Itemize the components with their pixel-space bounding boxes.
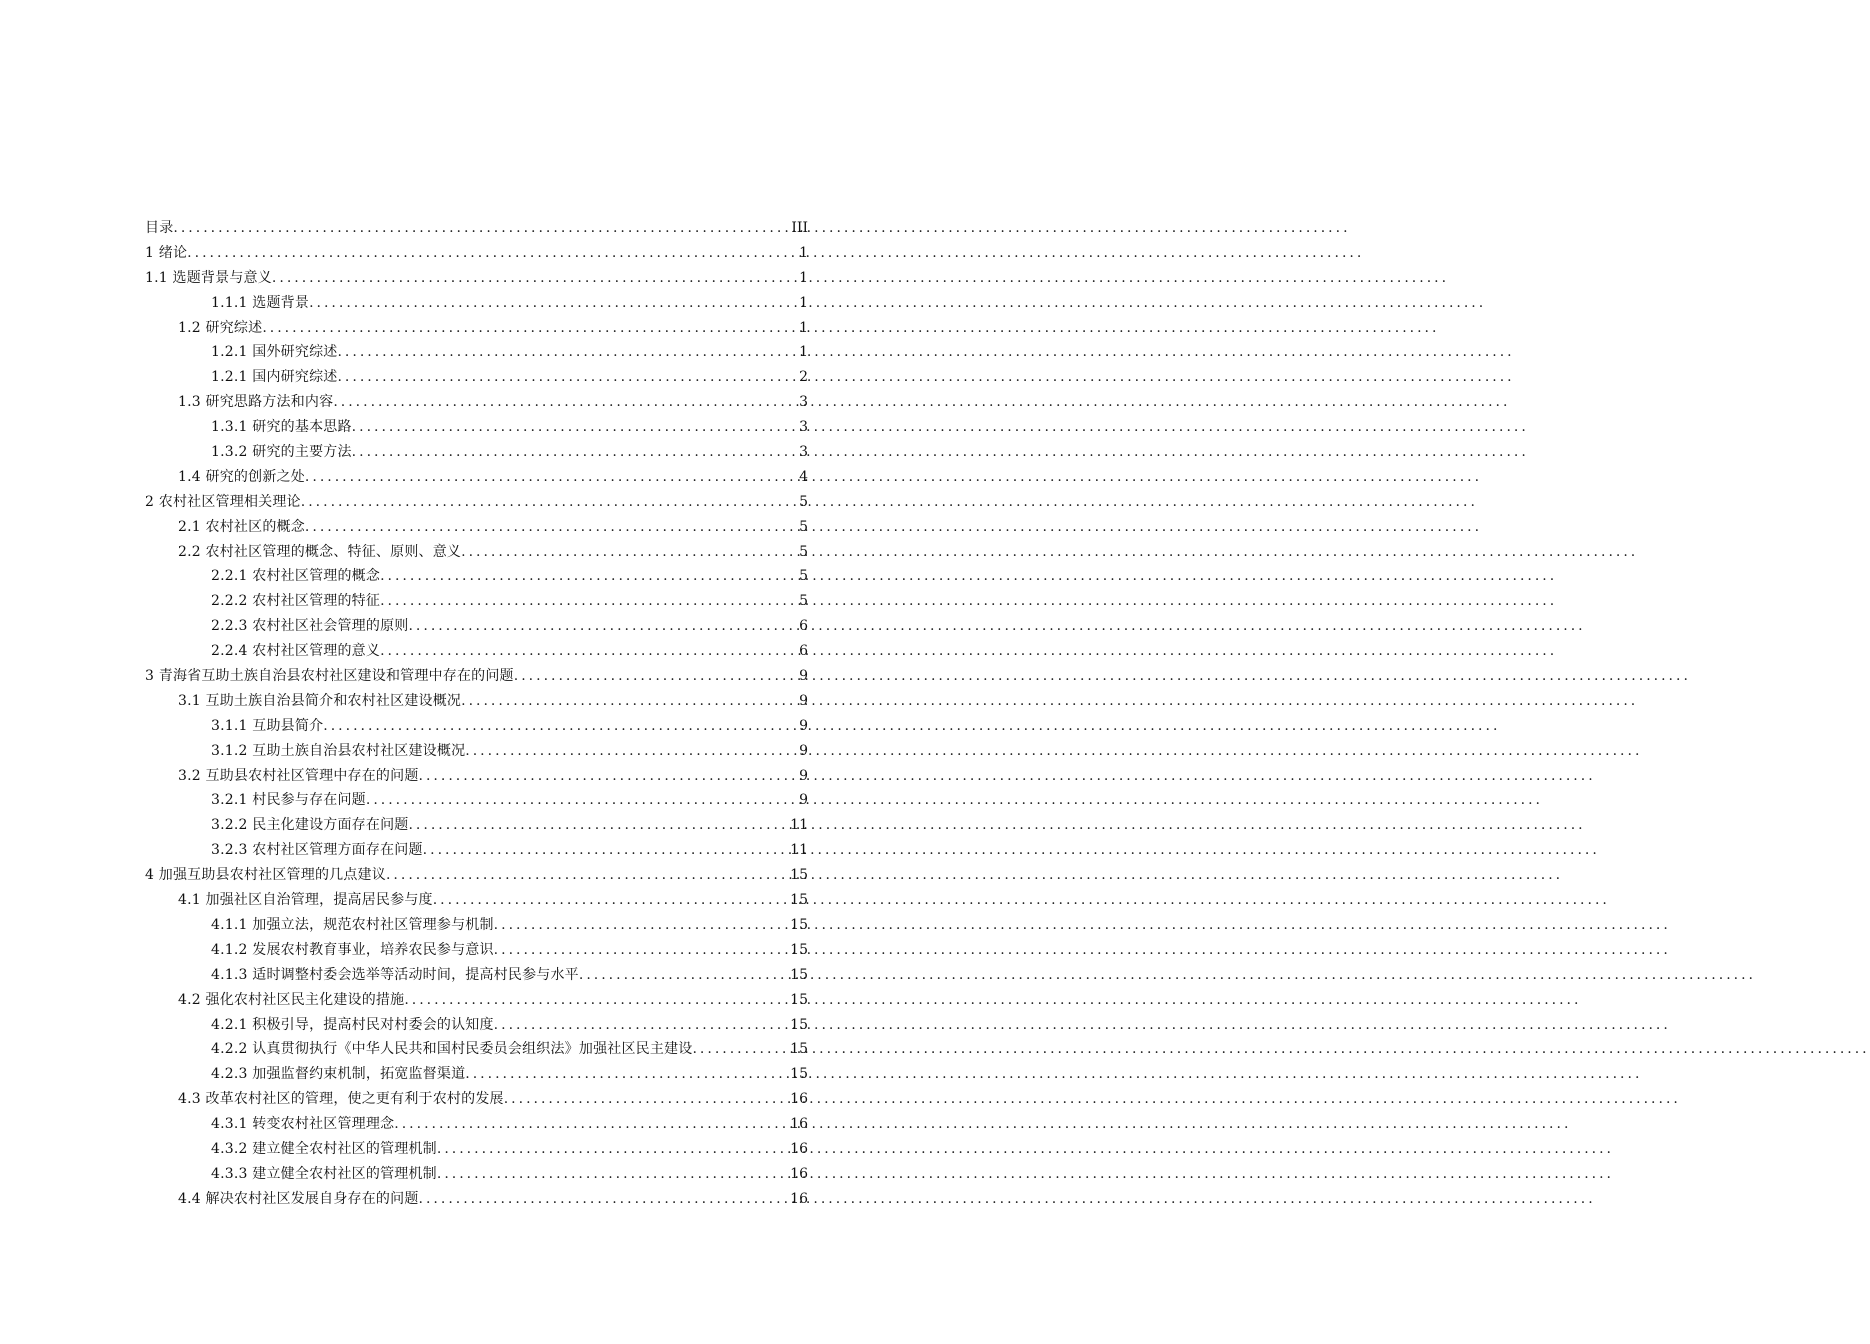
- toc-entry-title: 2.2.1 农村社区管理的概念: [211, 568, 381, 585]
- toc-entry-title: 2.2.2 农村社区管理的特征: [211, 593, 381, 610]
- toc-entry[interactable]: [145, 1112, 808, 1137]
- toc-entry-title: 3.2.2 民主化建设方面存在问题: [211, 817, 409, 834]
- toc-entry-title: 3.2 互助县农村社区管理中存在的问题: [178, 767, 419, 784]
- toc-entry[interactable]: [145, 863, 808, 888]
- toc-dot-leader: [465, 1062, 788, 1087]
- toc-entry-title: 3 青海省互助土族自治县农村社区建设和管理中存在的问题: [145, 668, 514, 685]
- toc-dot-leader: [514, 664, 797, 689]
- toc-entry[interactable]: [145, 1013, 808, 1038]
- toc-entry[interactable]: [145, 689, 808, 714]
- toc-entry-title: 1 绪论: [145, 244, 188, 261]
- toc-entry[interactable]: [145, 365, 808, 390]
- toc-dot-leader: [173, 216, 789, 241]
- toc-entry-page-number: 11: [790, 842, 808, 859]
- toc-dot-leader: [579, 963, 788, 988]
- toc-entry[interactable]: [145, 465, 808, 490]
- toc-dot-leader: [494, 938, 789, 963]
- toc-dot-leader: [423, 838, 789, 863]
- toc-entry[interactable]: [145, 340, 808, 365]
- toc-dot-leader: [380, 639, 797, 664]
- toc-dot-leader: [461, 689, 797, 714]
- toc-entry-page-number: 5: [799, 543, 808, 560]
- toc-dot-leader: [504, 1087, 788, 1112]
- toc-entry[interactable]: [145, 988, 808, 1013]
- toc-entry-title: 1.3.2 研究的主要方法: [211, 444, 352, 461]
- toc-entry-page-number: III: [791, 220, 808, 236]
- toc-entry-title: 4.3.3 建立健全农村社区的管理机制: [211, 1165, 437, 1182]
- toc-dot-leader: [323, 714, 797, 739]
- toc-entry[interactable]: [145, 1062, 808, 1087]
- table-of-contents: [145, 216, 808, 1212]
- toc-entry-title: 2 农村社区管理相关理论: [145, 493, 301, 510]
- toc-entry-title: 2.2.3 农村社区社会管理的原则: [211, 618, 409, 635]
- toc-dot-leader: [366, 788, 797, 813]
- toc-entry[interactable]: [145, 614, 808, 639]
- toc-entry-title: 4.2.3 加强监督约束机制，拓宽监督渠道: [211, 1066, 466, 1083]
- toc-entry-title: 1.1.1 选题背景: [211, 294, 310, 311]
- toc-entry-page-number: 11: [790, 817, 808, 834]
- toc-dot-leader: [494, 1013, 789, 1038]
- toc-dot-leader: [352, 415, 797, 440]
- toc-entry-page-number: 9: [799, 742, 808, 759]
- toc-entry-title: 2.2 农村社区管理的概念、特征、原则、意义: [178, 543, 462, 560]
- toc-entry-page-number: 15: [790, 966, 808, 983]
- toc-entry-page-number: 4: [799, 468, 808, 485]
- toc-dot-leader: [408, 813, 788, 838]
- toc-entry-page-number: 15: [790, 1066, 808, 1083]
- toc-entry-page-number: 1: [799, 344, 808, 361]
- toc-entry-title: 4.1.2 发展农村教育事业，培养农民参与意识: [211, 941, 494, 958]
- toc-entry[interactable]: [145, 316, 808, 341]
- toc-entry-title: 1.3.1 研究的基本思路: [211, 419, 352, 436]
- toc-entry-page-number: 2: [799, 369, 808, 386]
- toc-entry[interactable]: [145, 1037, 808, 1062]
- toc-entry-page-number: 3: [799, 394, 808, 411]
- toc-dot-leader: [419, 1187, 789, 1212]
- toc-entry[interactable]: [145, 415, 808, 440]
- toc-dot-leader: [433, 888, 788, 913]
- toc-dot-leader: [309, 291, 797, 316]
- toc-entry[interactable]: [145, 639, 808, 664]
- toc-entry-title: 1.2.1 国内研究综述: [211, 369, 338, 386]
- toc-entry[interactable]: [145, 564, 808, 589]
- toc-entry-page-number: 9: [799, 717, 808, 734]
- toc-entry-page-number: 16: [790, 1190, 808, 1207]
- toc-entry[interactable]: [145, 241, 808, 266]
- toc-dot-leader: [337, 340, 797, 365]
- toc-entry-title: 4 加强互助县农村社区管理的几点建议: [145, 867, 386, 884]
- toc-entry-page-number: 6: [799, 643, 808, 660]
- toc-entry[interactable]: [145, 1162, 808, 1187]
- toc-entry-page-number: 9: [799, 792, 808, 809]
- toc-dot-leader: [301, 490, 797, 515]
- toc-entry-title: 2.2.4 农村社区管理的意义: [211, 643, 381, 660]
- toc-dot-leader: [352, 440, 797, 465]
- toc-dot-leader: [692, 1037, 788, 1062]
- toc-entry[interactable]: [145, 390, 808, 415]
- toc-entry[interactable]: [145, 540, 808, 565]
- toc-dot-leader: [419, 764, 798, 789]
- toc-entry-title: 1.4 研究的创新之处: [178, 468, 305, 485]
- toc-entry-title: 4.3.1 转变农村社区管理理念: [211, 1116, 395, 1133]
- toc-entry-page-number: 1: [799, 319, 808, 336]
- toc-dot-leader: [461, 540, 797, 565]
- toc-entry-page-number: 15: [790, 867, 808, 884]
- toc-entry[interactable]: [145, 913, 808, 938]
- toc-entry[interactable]: [145, 589, 808, 614]
- toc-dot-leader: [305, 515, 797, 540]
- toc-dot-leader: [437, 1162, 788, 1187]
- toc-entry[interactable]: [145, 838, 808, 863]
- toc-dot-leader: [337, 365, 797, 390]
- toc-entry-page-number: 15: [790, 916, 808, 933]
- toc-entry[interactable]: [145, 888, 808, 913]
- toc-entry-page-number: 3: [799, 419, 808, 436]
- toc-dot-leader: [272, 266, 797, 291]
- toc-entry-title: 4.1.1 加强立法，规范农村社区管理参与机制: [211, 916, 494, 933]
- toc-entry-page-number: 16: [790, 1091, 808, 1108]
- toc-entry[interactable]: [145, 938, 808, 963]
- toc-entry[interactable]: [145, 813, 808, 838]
- toc-entry-title: 4.1 加强社区自治管理，提高居民参与度: [178, 892, 433, 909]
- toc-entry-title: 3.1.2 互助土族自治县农村社区建设概况: [211, 742, 466, 759]
- toc-entry-page-number: 5: [799, 493, 808, 510]
- toc-entry[interactable]: [145, 1087, 808, 1112]
- toc-dot-leader: [404, 988, 788, 1013]
- toc-entry-title: 3.2.1 村民参与存在问题: [211, 792, 366, 809]
- toc-entry-page-number: 15: [790, 1016, 808, 1033]
- toc-entry-title: 3.1 互助土族自治县简介和农村社区建设概况: [178, 692, 462, 709]
- toc-dot-leader: [386, 863, 788, 888]
- toc-entry-page-number: 3: [799, 444, 808, 461]
- toc-dot-leader: [305, 465, 797, 490]
- toc-entry[interactable]: [145, 216, 808, 241]
- toc-entry-page-number: 1: [799, 294, 808, 311]
- toc-entry-page-number: 1: [799, 244, 808, 261]
- toc-entry[interactable]: [145, 963, 808, 988]
- toc-entry-title: 目录: [145, 220, 174, 236]
- toc-dot-leader: [494, 913, 789, 938]
- toc-dot-leader: [437, 1137, 788, 1162]
- toc-entry[interactable]: [145, 291, 808, 316]
- toc-entry-title: 1.2 研究综述: [178, 319, 263, 336]
- toc-entry-title: 4.2.2 认真贯彻执行《中华人民共和国村民委员会组织法》加强社区民主建设: [211, 1041, 693, 1058]
- toc-entry-page-number: 6: [799, 618, 808, 635]
- toc-entry-title: 4.2 强化农村社区民主化建设的措施: [178, 991, 405, 1008]
- toc-entry-title: 3.1.1 互助县简介: [211, 717, 324, 734]
- toc-entry-title: 1.3 研究思路方法和内容: [178, 394, 334, 411]
- toc-entry[interactable]: [145, 764, 808, 789]
- toc-entry-title: 4.4 解决农村社区发展自身存在的问题: [178, 1190, 419, 1207]
- toc-entry-page-number: 5: [799, 518, 808, 535]
- toc-entry[interactable]: [145, 788, 808, 813]
- toc-entry-page-number: 1: [799, 269, 808, 286]
- toc-entry-title: 3.2.3 农村社区管理方面存在问题: [211, 842, 423, 859]
- toc-entry[interactable]: [145, 515, 808, 540]
- toc-dot-leader: [262, 316, 797, 341]
- toc-entry[interactable]: [145, 490, 808, 515]
- toc-dot-leader: [465, 739, 797, 764]
- toc-entry-title: 2.1 农村社区的概念: [178, 518, 305, 535]
- toc-dot-leader: [187, 241, 797, 266]
- toc-entry-page-number: 9: [799, 767, 808, 784]
- toc-entry[interactable]: [145, 714, 808, 739]
- toc-entry-title: 1.2.1 国外研究综述: [211, 344, 338, 361]
- toc-dot-leader: [380, 589, 797, 614]
- toc-entry-title: 4.1.3 适时调整村委会选举等活动时间，提高村民参与水平: [211, 966, 579, 983]
- toc-entry-page-number: 16: [790, 1140, 808, 1157]
- toc-entry-page-number: 16: [790, 1116, 808, 1133]
- toc-entry-page-number: 15: [790, 892, 808, 909]
- toc-dot-leader: [408, 614, 797, 639]
- toc-entry-page-number: 16: [790, 1165, 808, 1182]
- toc-entry-title: 1.1 选题背景与意义: [145, 269, 272, 286]
- toc-entry-title: 4.2.1 积极引导，提高村民对村委会的认知度: [211, 1016, 494, 1033]
- toc-entry[interactable]: [145, 1187, 808, 1212]
- toc-dot-leader: [380, 564, 797, 589]
- toc-entry-page-number: 9: [799, 692, 808, 709]
- toc-entry-page-number: 5: [799, 593, 808, 610]
- toc-entry[interactable]: [145, 739, 808, 764]
- toc-entry-page-number: 5: [799, 568, 808, 585]
- toc-entry-title: 4.3.2 建立健全农村社区的管理机制: [211, 1140, 437, 1157]
- toc-entry-page-number: 9: [799, 668, 808, 685]
- toc-dot-leader: [333, 390, 797, 415]
- toc-entry[interactable]: [145, 440, 808, 465]
- toc-entry-page-number: 15: [790, 941, 808, 958]
- toc-entry[interactable]: [145, 266, 808, 291]
- toc-entry-page-number: 15: [790, 1041, 808, 1058]
- toc-dot-leader: [394, 1112, 788, 1137]
- toc-entry[interactable]: [145, 664, 808, 689]
- toc-entry-title: 4.3 改革农村社区的管理，使之更有利于农村的发展: [178, 1091, 504, 1108]
- toc-entry-page-number: 15: [790, 991, 808, 1008]
- toc-entry[interactable]: [145, 1137, 808, 1162]
